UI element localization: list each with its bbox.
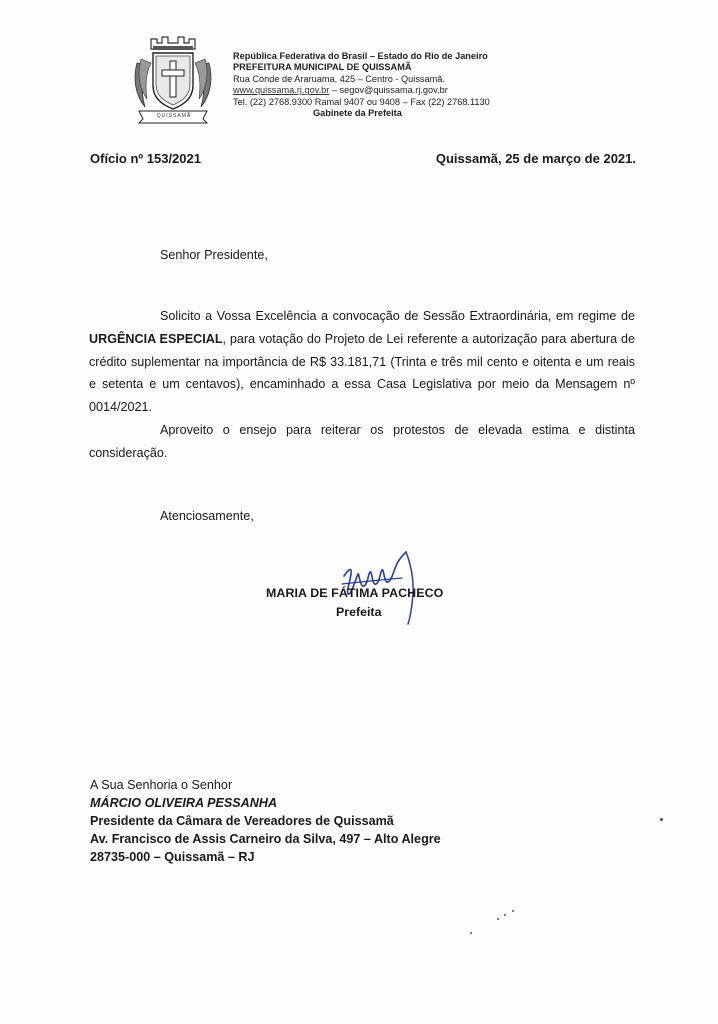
closing: Atenciosamente, <box>160 509 254 523</box>
crest-banner-text: QUISSAMÃ <box>156 113 192 119</box>
signatory-role: Prefeita <box>336 605 382 619</box>
recipient-address <box>90 776 441 866</box>
municipal-crest-logo <box>131 33 215 125</box>
urgency-emphasis: URGÊNCIA ESPECIAL <box>89 331 223 346</box>
oficio-number: Ofício nº 153/2021 <box>90 151 201 166</box>
website-link[interactable]: www.quissama.rj.gov.br <box>233 85 330 96</box>
letter-body <box>89 305 635 465</box>
letterhead-prefeitura: PREFEITURA MUNICIPAL DE QUISSAMÃ <box>233 62 412 73</box>
email-text: – segov@quissama.rj.gov.br <box>329 85 448 96</box>
body-paragraph-2: Aproveito o ensejo para reiterar os protestos de elevada estima e distinta consideração. <box>89 422 635 460</box>
scan-speck <box>660 818 663 821</box>
place-date: Quissamã, 25 de março de 2021. <box>435 151 636 166</box>
scan-speck <box>497 918 499 920</box>
scan-speck <box>470 932 472 934</box>
scan-speck <box>512 910 514 912</box>
recipient-title: Presidente da Câmara de Vereadores de Quissamã <box>90 814 394 828</box>
letterhead-office: Gabinete da Prefeita <box>313 108 402 119</box>
letterhead-address: Rua Conde de Araruama, 425 – Centro - Quissamã. <box>233 73 445 84</box>
scan-speck <box>504 914 506 916</box>
body-paragraph-1: Solicito a Vossa Excelência a convocação de Sessão Extraordinária, em regime de URGÊNCIA ESPECIAL, para votação do Projeto de Lei referente a autorização para abertura de crédito suplementar na importância de R$ 33.181,71 (Trinta e três mil cento e oitenta e um reais e setenta e um centavos), encaminhado a essa Casa Legislativa por meio da Mensagem nº 0014/2021. <box>89 309 635 415</box>
letterhead-republic: República Federativa do Brasil – Estado do Rio de Janeiro <box>233 51 488 61</box>
letterhead-contact <box>233 85 490 96</box>
salutation: Senhor Presidente, <box>160 248 268 262</box>
recipient-street: Av. Francisco de Assis Carneiro da Silva, 497 – Alto Alegre <box>90 832 441 846</box>
signatory-name: MARIA DE FÁTIMA PACHECO <box>266 586 444 600</box>
letterhead-phone: Tel. (22) 2768.9300 Ramal 9407 ou 9408 – Fax (22) 2768.1130 <box>233 96 490 107</box>
recipient-name: MÁRCIO OLIVEIRA PESSANHA <box>90 796 278 810</box>
recipient-salutation: A Sua Senhoria o Senhor <box>90 778 233 792</box>
letterhead <box>233 51 490 119</box>
recipient-postal: 28735-000 – Quissamã – RJ <box>90 850 255 864</box>
